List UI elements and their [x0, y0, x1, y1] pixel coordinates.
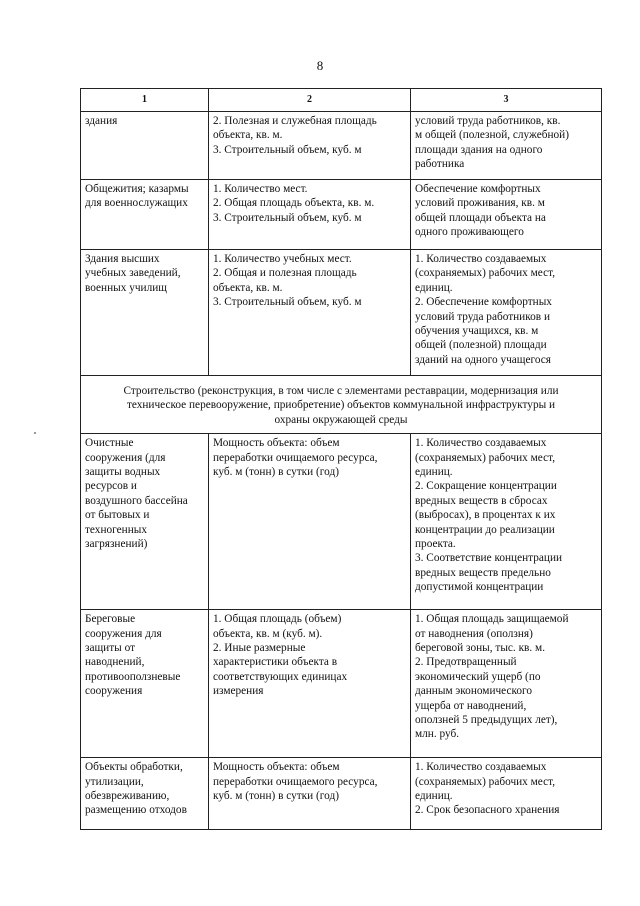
- effect-cell: 1. Количество создаваемых (сохраняемых) рабочих мест, единиц. 2. Обеспечение комфортных условий труда работников и обучения учащихся, кв. м общей (полезной) площади зданий на одного учащегося: [411, 250, 602, 376]
- section-row: [81, 376, 602, 434]
- capacity-cell: 1. Количество учебных мест. 2. Общая и полезная площадь объекта, кв. м. 3. Строительный объем, куб. м: [209, 250, 411, 376]
- object-type-cell: Береговые сооружения для защиты от наводнений, противооползневые сооружения: [81, 610, 209, 758]
- effect-cell: Обеспечение комфортных условий проживания, кв. м общей площади объекта на одного проживающего: [411, 180, 602, 250]
- scan-speck: [34, 432, 36, 434]
- table-row: [81, 112, 602, 180]
- capacity-cell: 1. Количество мест. 2. Общая площадь объекта, кв. м. 3. Строительный объем, куб. м: [209, 180, 411, 250]
- table-header-row: [81, 89, 602, 112]
- capacity-cell: 1. Общая площадь (объем) объекта, кв. м (куб. м). 2. Иные размерные характеристики объекта в соответствующих единицах измерения: [209, 610, 411, 758]
- table-row: [81, 434, 602, 610]
- object-type-cell: здания: [81, 112, 209, 180]
- capacity-cell: Мощность объекта: объем переработки очищаемого ресурса, куб. м (тонн) в сутки (год): [209, 434, 411, 610]
- column-header-2: 2: [209, 89, 411, 112]
- table-row: [81, 180, 602, 250]
- object-type-cell: Общежития; казармы для военнослужащих: [81, 180, 209, 250]
- object-type-cell: Объекты обработки, утилизации, обезвреживанию, размещению отходов: [81, 758, 209, 830]
- effect-cell: 1. Количество создаваемых (сохраняемых) рабочих мест, единиц. 2. Сокращение концентрации вредных веществ в сбросах (выбросах), в процентах к их концентрации до реализации проекта. 3. Соответствие концентрации вредных веществ предельно допустимой концентрации: [411, 434, 602, 610]
- section-title: Строительство (реконструкция, в том числе с элементами реставрации, модернизация или техническое перевооружение, приобретение) объектов коммунальной инфраструктуры и охраны окружающей среды: [81, 376, 602, 434]
- table-row: [81, 610, 602, 758]
- page-number: 8: [316, 58, 324, 73]
- table-row: [81, 758, 602, 830]
- effect-cell: 1. Количество создаваемых (сохраняемых) рабочих мест, единиц. 2. Срок безопасного хранения: [411, 758, 602, 830]
- indicators-table: [80, 88, 602, 830]
- table-row: [81, 250, 602, 376]
- column-header-1: 1: [81, 89, 209, 112]
- capacity-cell: Мощность объекта: объем переработки очищаемого ресурса, куб. м (тонн) в сутки (год): [209, 758, 411, 830]
- effect-cell: 1. Общая площадь защищаемой от наводнения (оползня) береговой зоны, тыс. кв. м. 2. Предотвращенный экономический ущерб (по данным экономического ущерба от наводнений, оползней 5 предыдущих лет), млн. руб.: [411, 610, 602, 758]
- object-type-cell: Очистные сооружения (для защиты водных ресурсов и воздушного бассейна от бытовых и техногенных загрязнений): [81, 434, 209, 610]
- capacity-cell: 2. Полезная и служебная площадь объекта, кв. м. 3. Строительный объем, куб. м: [209, 112, 411, 180]
- column-header-3: 3: [411, 89, 602, 112]
- object-type-cell: Здания высших учебных заведений, военных училищ: [81, 250, 209, 376]
- effect-cell: условий труда работников, кв. м общей (полезной, служебной) площади здания на одного работника: [411, 112, 602, 180]
